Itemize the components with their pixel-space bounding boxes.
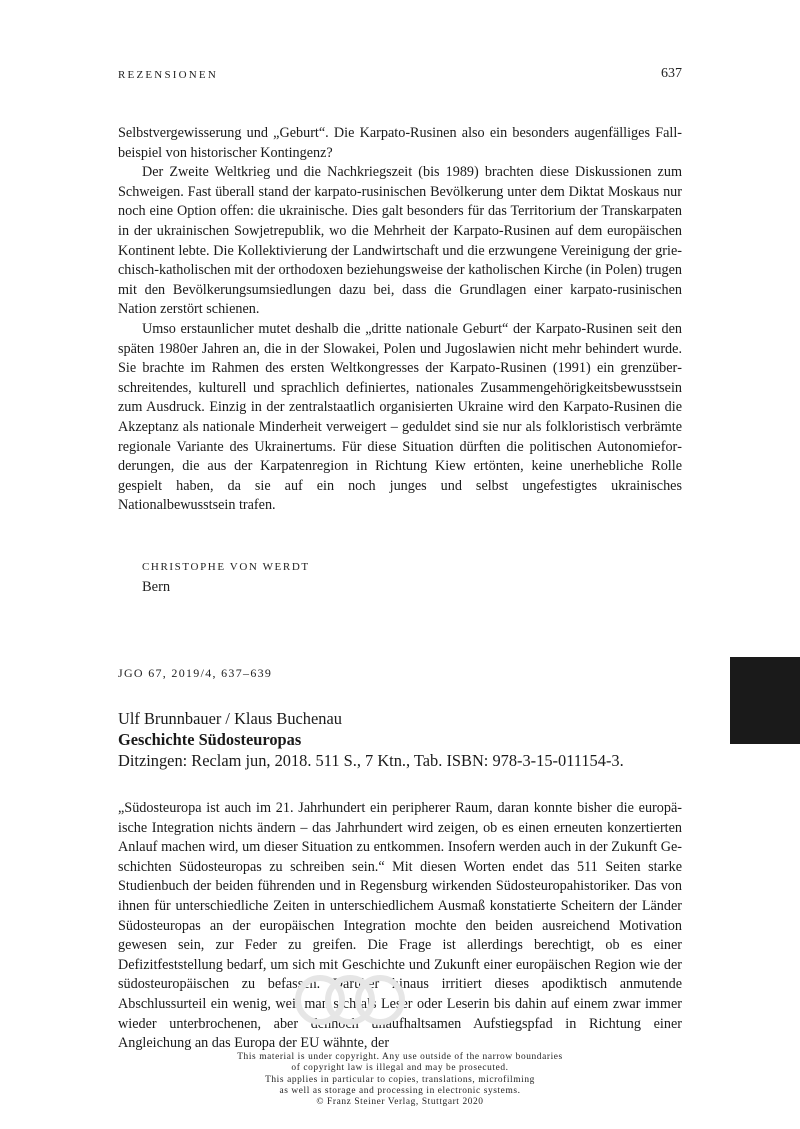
running-header-section: REZENSIONEN (118, 69, 218, 81)
review-2-paragraph-1: „Südosteuropa ist auch im 21. Jahrhundert ein peripherer Raum, daran konnte bisher die europäische Integration nichts ändern – das Jahrhundert wird zeigen, ob es einen erneuten konzertierten Anlauf machen wird, um dieser Situation zu entkommen. Insofern werden auch in der Zukunft Geschichten Südosteuropas zu schreiben sein.“ Mit diesen Worten endet das 511 Seiten starke Studienbuch der beiden führenden und in Regensburg wirkenden Südosteuropahistoriker. Das von ihnen für unterschiedliche Zeiten in unterschiedlichem Ausmaß konstatierte Scheitern der Länder Südosteuropas an der europäischen Integration mochte den beiden ausreichend Motivation gewesen sein, zur Feder zu greifen. Die Frage ist allerdings berechtigt, ob es einer Defizitfeststellung bedarf, um sich mit Geschichte und Zukunft einer europäischen Region wie der südosteuropäischen zu befassen. Darüber hinaus irritiert dieses apodiktisch anmutende Abschlussurteil ein wenig, weil man sich als Leser oder Leserin bis dahin auf einem zwar immer wieder unterbrochenen, aber dennoch unaufhaltsamen Aufstiegspfad in Richtung einer Angleichung an das Europa der EU wähnte, der (118, 800, 682, 1052)
reviewer-name: CHRISTOPHE VON WERDT (142, 561, 310, 573)
copyright-line: of copyright law is illegal and may be prosecuted. (291, 1063, 509, 1074)
section-thumb-tab (730, 657, 800, 744)
review-1-paragraph-3: Umso erstaunlicher mutet deshalb die „dritte nationale Geburt“ der Karpato-Rusinen seit den späten 1980er Jahren an, die in der Slowakei, Polen und Jugoslawien nicht mehr behindert wurde. Sie brachte im Rahmen des ersten Weltkongresses der Karpato-Rusinen (1991) ein grenzüberschreitendes, kulturell und sprachlich definiertes, nationales Zusammengehörigkeitsbewusstsein zum Ausdruck. Einzig in der zentralstaatlich organisierten Ukraine wird den Karpato-Rusinen die Akzeptanz als nationale Minderheit verweigert – geduldet sind sie nur als folkloristisch verbrämte regionale Variante des Ukrainertums. Für diese Situation dürften die politischen Autonomieforderungen, die aus der Karpatenregion in Richtung Kiew ertönten, keine unerhebliche Rolle gespielt haben, da sie auf ein noch junges und selbst ungefestigtes ukrainisches Nationalbewusstsein trafen. (118, 320, 682, 514)
reviewer-city: Bern (142, 579, 171, 595)
book-publication: Ditzingen: Reclam jun, 2018. 511 S., 7 Ktn., Tab. ISBN: 978-3-15-011154-3. (118, 751, 624, 770)
review-2-body (118, 799, 682, 1054)
copyright-line: This applies in particular to copies, translations, microfilming (265, 1074, 535, 1085)
copyright-line: as well as storage and processing in electronic systems. (279, 1085, 521, 1096)
journal-citation: JGO 67, 2019/4, 637–639 (118, 666, 273, 680)
copyright-line: This material is under copyright. Any use outside of the narrow boundaries (237, 1052, 563, 1062)
review-1-paragraph-2: Der Zweite Weltkrieg und die Nachkriegszeit (bis 1989) brachten diese Diskussionen zum Schweigen. Fast überall stand der karpato-rusinischen Bevölkerung unter dem Diktat Moskaus nur noch eine Option offen: die ukrainische. Dies galt besonders für das Territorium der Transkarpaten in der ukrainischen Sowjetrepublik, wo die Mehrheit der Karpato-Rusinen auf dem europäischen Kontinent lebte. Die Kollektivierung der Landwirtschaft und die erzwungene Vereinigung der griechisch-katholischen mit der orthodoxen beziehungsweise der katholischen Kirche (in Polen) trugen mit den Bevölkerungsumsiedlungen dazu bei, dass die Grundlagen einer karpato-rusinischen Nation zerstört schienen. (118, 164, 682, 318)
review-1-body (118, 124, 682, 516)
book-info (118, 708, 624, 771)
book-title: Geschichte Südosteuropas (118, 730, 302, 749)
book-authors: Ulf Brunnbauer / Klaus Buchenau (118, 709, 342, 728)
copyright-line: © Franz Steiner Verlag, Stuttgart 2020 (316, 1097, 484, 1108)
copyright-notice (0, 1052, 800, 1108)
page-number: 637 (661, 66, 682, 81)
review-1-paragraph-1: Selbstvergewisserung und „Geburt“. Die Karpato-Rusinen also ein besonders augenfälliges Fallbeispiel von historischer Kontingenz? (118, 125, 682, 161)
